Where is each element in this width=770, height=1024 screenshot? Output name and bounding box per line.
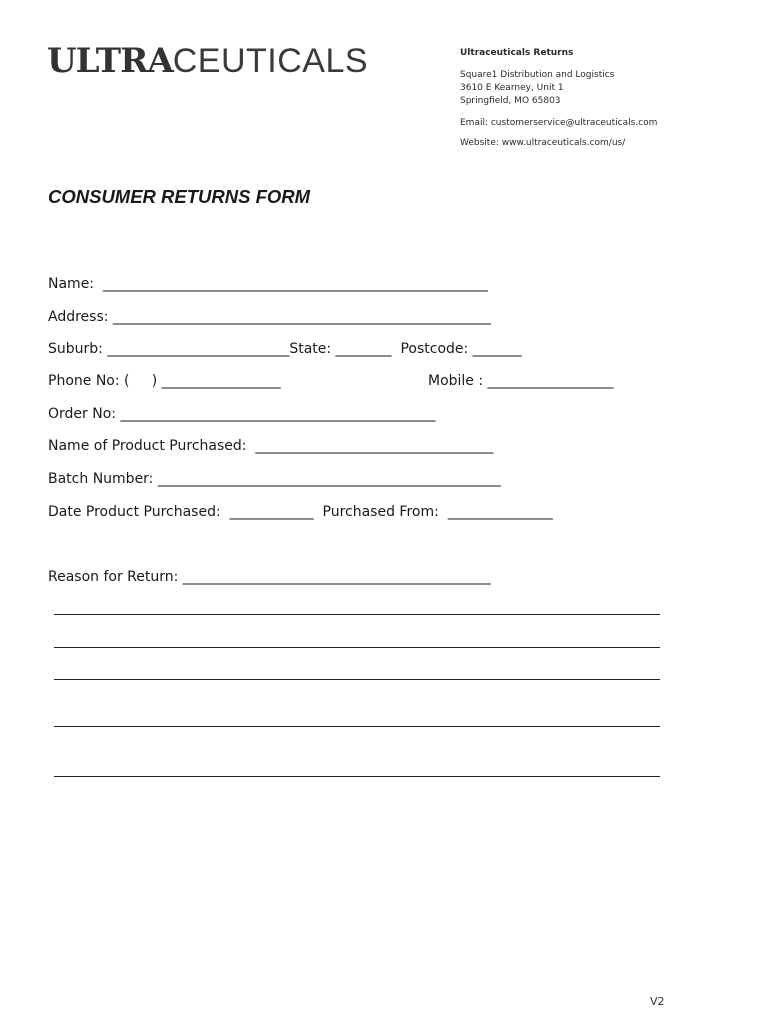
return-address-block (460, 47, 657, 150)
address-line-1: Square1 Distribution and Logistics (460, 70, 615, 80)
reason-line[interactable] (54, 776, 660, 777)
reason-line[interactable] (54, 647, 660, 648)
logo-bold-text: ULTRA (47, 41, 173, 81)
date-purchased-field[interactable]: Date Product Purchased: ____________ Purchased From: _______________ (48, 504, 553, 520)
product-name-field[interactable]: Name of Product Purchased: __________________________________ (48, 438, 494, 454)
form-title: CONSUMER RETURNS FORM (48, 186, 311, 207)
mobile-field[interactable]: Mobile : __________________ (428, 373, 614, 389)
batch-number-field[interactable]: Batch Number: _________________________________________________ (48, 471, 501, 487)
website-line: Website: www.ultraceuticals.com/us/ (460, 138, 626, 148)
ultraceuticals-logo (47, 41, 369, 81)
reason-line[interactable] (54, 679, 660, 680)
email-line: Email: customerservice@ultraceuticals.com (460, 118, 658, 128)
phone-field[interactable]: Phone No: ( ) _________________ (48, 373, 281, 389)
version-label: V2 (650, 995, 665, 1008)
reason-for-return-field[interactable]: Reason for Return: ____________________________________________ (48, 569, 491, 585)
name-field[interactable]: Name: _______________________________________________________ (48, 276, 488, 292)
address-line-3: Springfield, MO 65803 (460, 96, 561, 106)
logo-light-text: CEUTICALS (172, 42, 369, 80)
address-line-2: 3610 E Kearney, Unit 1 (460, 83, 564, 93)
reason-line[interactable] (54, 614, 660, 615)
order-number-field[interactable]: Order No: _____________________________________________ (48, 406, 436, 422)
reason-line[interactable] (54, 726, 660, 727)
address-field[interactable]: Address: ______________________________________________________ (48, 309, 491, 325)
address-heading: Ultraceuticals Returns (460, 48, 574, 58)
suburb-state-postcode-field[interactable]: Suburb: __________________________State: ________ Postcode: _______ (48, 341, 522, 357)
